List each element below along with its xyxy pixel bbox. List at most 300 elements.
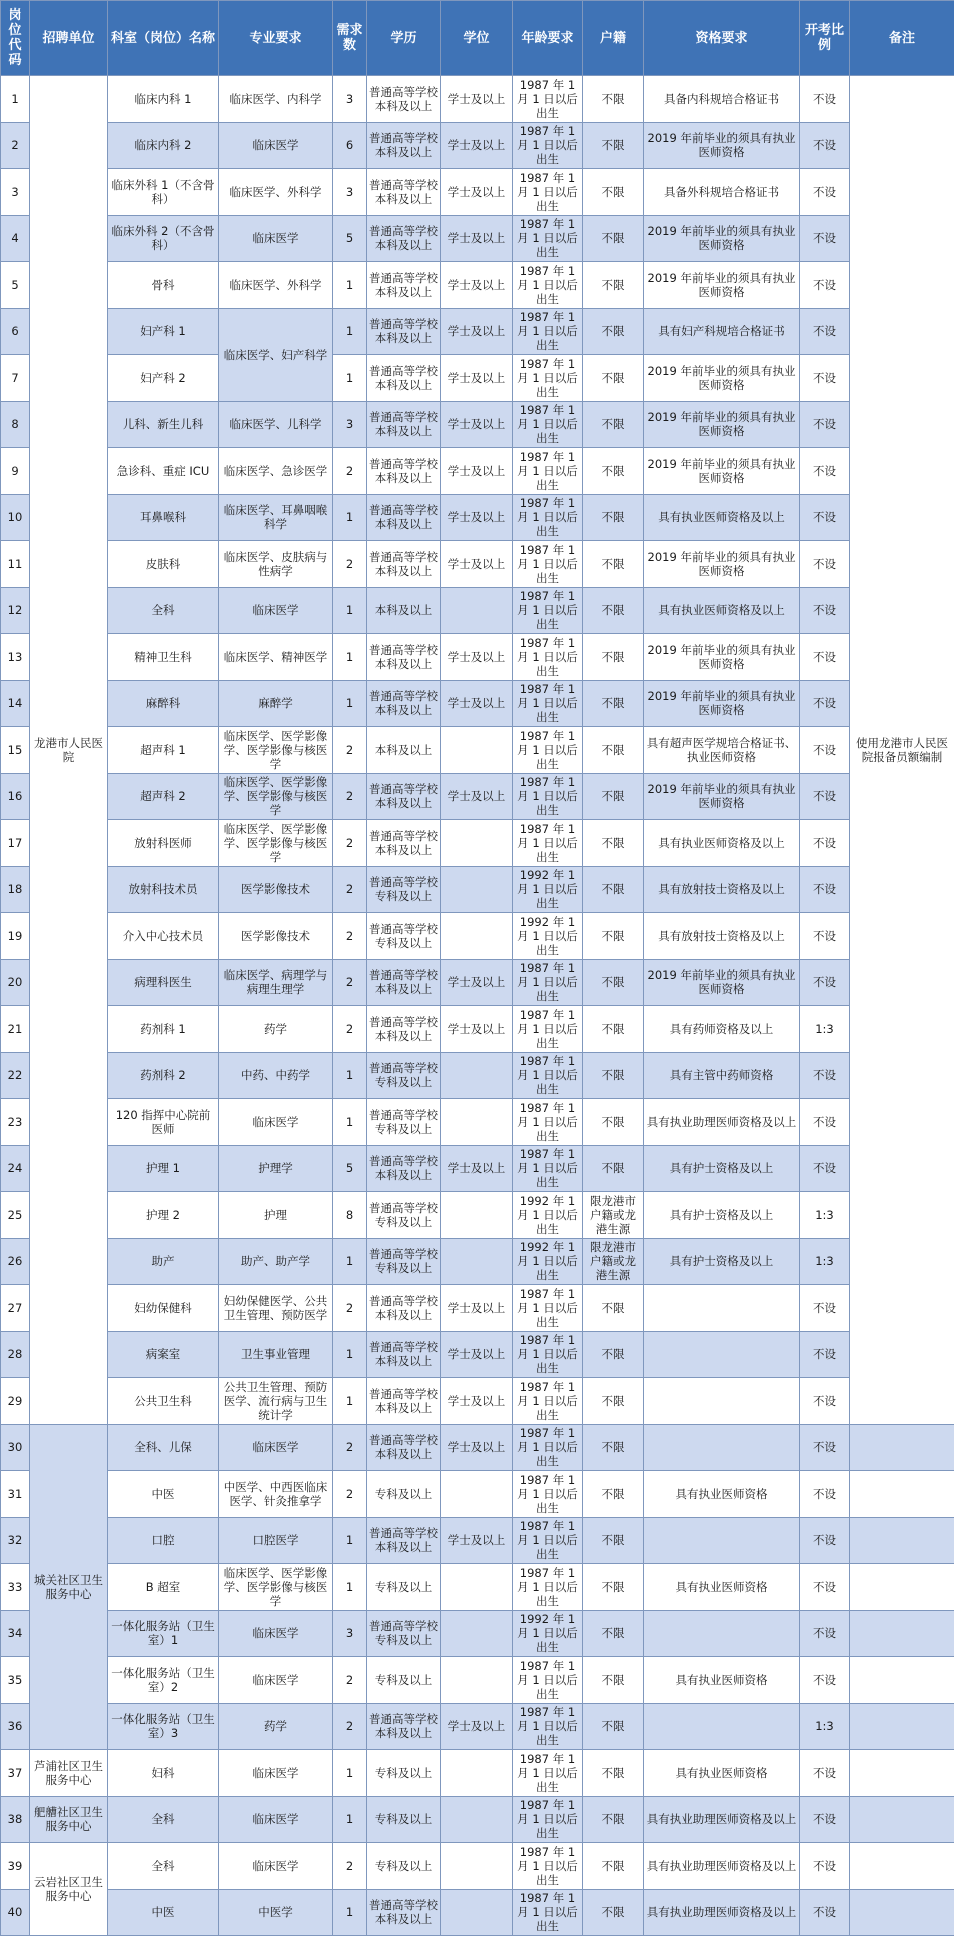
unit-cell: 芦浦社区卫生服务中心 <box>30 1750 108 1797</box>
table-body <box>1 76 954 1936</box>
degree-cell: 学士及以上 <box>441 262 513 309</box>
major-cell: 公共卫生管理、预防医学、流行病与卫生统计学 <box>219 1378 333 1425</box>
unit-cell: 云岩社区卫生服务中心 <box>30 1843 108 1936</box>
table-row <box>1 1099 954 1146</box>
ratio-cell: 不设 <box>800 634 850 681</box>
hukou-cell: 不限 <box>583 1378 644 1425</box>
qual-cell: 具有妇产科规培合格证书 <box>644 308 800 355</box>
note-cell <box>850 1843 954 1890</box>
dept-cell: 全科 <box>108 1843 219 1890</box>
major-cell: 麻醉学 <box>219 680 333 727</box>
major-cell: 医学影像技术 <box>219 913 333 960</box>
hukou-cell: 不限 <box>583 820 644 867</box>
edu-cell: 本科及以上 <box>367 587 441 634</box>
dept-cell: 放射科医师 <box>108 820 219 867</box>
major-cell: 中医学、中西医临床医学、针灸推拿学 <box>219 1471 333 1518</box>
dept-cell: 病理科医生 <box>108 959 219 1006</box>
note-cell <box>850 1889 954 1936</box>
table-row <box>1 1006 954 1053</box>
num-cell: 1 <box>333 1796 367 1843</box>
ratio-cell: 不设 <box>800 680 850 727</box>
degree-cell <box>441 1750 513 1797</box>
ratio-cell: 不设 <box>800 1471 850 1518</box>
age-cell: 1987 年 1 月 1 日以后出生 <box>513 587 583 634</box>
ratio-cell: 不设 <box>800 1052 850 1099</box>
table-row <box>1 1703 954 1750</box>
ratio-cell: 1:3 <box>800 1238 850 1285</box>
hukou-cell: 不限 <box>583 587 644 634</box>
dept-cell: 口腔 <box>108 1517 219 1564</box>
code-cell: 29 <box>1 1378 30 1425</box>
dept-cell: 介入中心技术员 <box>108 913 219 960</box>
qual-cell: 2019 年前毕业的须具有执业医师资格 <box>644 541 800 588</box>
major-cell: 临床医学 <box>219 1796 333 1843</box>
degree-cell: 学士及以上 <box>441 634 513 681</box>
major-cell: 药学 <box>219 1006 333 1053</box>
age-cell: 1987 年 1 月 1 日以后出生 <box>513 215 583 262</box>
major-cell: 临床医学 <box>219 215 333 262</box>
degree-cell: 学士及以上 <box>441 541 513 588</box>
code-cell: 22 <box>1 1052 30 1099</box>
hukou-cell: 不限 <box>583 169 644 216</box>
hukou-cell: 不限 <box>583 1657 644 1704</box>
hukou-cell: 不限 <box>583 76 644 123</box>
major-cell: 临床医学、医学影像学、医学影像与核医学 <box>219 820 333 867</box>
ratio-cell: 不设 <box>800 169 850 216</box>
num-cell: 1 <box>333 1378 367 1425</box>
note-cell <box>850 1796 954 1843</box>
degree-cell: 学士及以上 <box>441 1517 513 1564</box>
code-cell: 15 <box>1 727 30 774</box>
table-row <box>1 727 954 774</box>
table-row <box>1 76 954 123</box>
degree-cell: 学士及以上 <box>441 1331 513 1378</box>
dept-cell: 药剂科 1 <box>108 1006 219 1053</box>
num-cell: 1 <box>333 1750 367 1797</box>
code-cell: 16 <box>1 773 30 820</box>
degree-cell <box>441 1238 513 1285</box>
table-row <box>1 913 954 960</box>
table-row <box>1 1238 954 1285</box>
note-cell <box>850 1657 954 1704</box>
age-cell: 1987 年 1 月 1 日以后出生 <box>513 355 583 402</box>
num-cell: 3 <box>333 401 367 448</box>
dept-cell: 全科、儿保 <box>108 1424 219 1471</box>
edu-cell: 普通高等学校本科及以上 <box>367 262 441 309</box>
ratio-cell: 不设 <box>800 1145 850 1192</box>
qual-cell: 2019 年前毕业的须具有执业医师资格 <box>644 773 800 820</box>
hukou-cell: 不限 <box>583 1471 644 1518</box>
num-cell: 1 <box>333 1052 367 1099</box>
num-cell: 1 <box>333 262 367 309</box>
degree-cell <box>441 1657 513 1704</box>
age-cell: 1987 年 1 月 1 日以后出生 <box>513 1285 583 1332</box>
degree-cell: 学士及以上 <box>441 169 513 216</box>
ratio-cell: 不设 <box>800 1796 850 1843</box>
edu-cell: 普通高等学校本科及以上 <box>367 1145 441 1192</box>
table-row <box>1 1517 954 1564</box>
ratio-cell: 不设 <box>800 401 850 448</box>
code-cell: 13 <box>1 634 30 681</box>
age-cell: 1987 年 1 月 1 日以后出生 <box>513 1099 583 1146</box>
hukou-cell: 不限 <box>583 1703 644 1750</box>
qual-cell: 具有护士资格及以上 <box>644 1145 800 1192</box>
age-cell: 1987 年 1 月 1 日以后出生 <box>513 401 583 448</box>
qual-cell: 具有执业医师资格 <box>644 1564 800 1611</box>
num-cell: 2 <box>333 866 367 913</box>
hukou-cell: 不限 <box>583 1750 644 1797</box>
age-cell: 1987 年 1 月 1 日以后出生 <box>513 680 583 727</box>
edu-cell: 普通高等学校本科及以上 <box>367 680 441 727</box>
code-cell: 2 <box>1 122 30 169</box>
edu-cell: 专科及以上 <box>367 1564 441 1611</box>
edu-cell: 普通高等学校本科及以上 <box>367 1889 441 1936</box>
hukou-cell: 不限 <box>583 634 644 681</box>
age-cell: 1992 年 1 月 1 日以后出生 <box>513 1238 583 1285</box>
degree-cell: 学士及以上 <box>441 680 513 727</box>
table-row <box>1 308 954 355</box>
ratio-cell: 不设 <box>800 308 850 355</box>
code-cell: 34 <box>1 1610 30 1657</box>
degree-cell: 学士及以上 <box>441 1378 513 1425</box>
age-cell: 1992 年 1 月 1 日以后出生 <box>513 1610 583 1657</box>
hukou-cell: 不限 <box>583 1145 644 1192</box>
dept-cell: 临床内科 1 <box>108 76 219 123</box>
age-cell: 1987 年 1 月 1 日以后出生 <box>513 308 583 355</box>
ratio-cell: 不设 <box>800 355 850 402</box>
dept-cell: 一体化服务站（卫生室）2 <box>108 1657 219 1704</box>
degree-cell: 学士及以上 <box>441 1424 513 1471</box>
age-cell: 1987 年 1 月 1 日以后出生 <box>513 1564 583 1611</box>
age-cell: 1987 年 1 月 1 日以后出生 <box>513 169 583 216</box>
hukou-cell: 不限 <box>583 1052 644 1099</box>
num-cell: 2 <box>333 959 367 1006</box>
hukou-cell: 不限 <box>583 448 644 495</box>
qual-cell: 2019 年前毕业的须具有执业医师资格 <box>644 401 800 448</box>
dept-cell: 全科 <box>108 587 219 634</box>
header-major: 专业要求 <box>219 1 333 76</box>
num-cell: 2 <box>333 1424 367 1471</box>
num-cell: 1 <box>333 680 367 727</box>
major-cell: 卫生事业管理 <box>219 1331 333 1378</box>
degree-cell <box>441 1192 513 1239</box>
unit-cell: 龙港市人民医院 <box>30 76 108 1425</box>
code-cell: 10 <box>1 494 30 541</box>
code-cell: 20 <box>1 959 30 1006</box>
dept-cell: 妇幼保健科 <box>108 1285 219 1332</box>
dept-cell: 助产 <box>108 1238 219 1285</box>
header-unit: 招聘单位 <box>30 1 108 76</box>
dept-cell: 药剂科 2 <box>108 1052 219 1099</box>
ratio-cell: 不设 <box>800 122 850 169</box>
degree-cell: 学士及以上 <box>441 1145 513 1192</box>
qual-cell <box>644 1424 800 1471</box>
ratio-cell: 不设 <box>800 215 850 262</box>
ratio-cell: 不设 <box>800 1889 850 1936</box>
ratio-cell: 不设 <box>800 1564 850 1611</box>
dept-cell: 超声科 2 <box>108 773 219 820</box>
ratio-cell: 不设 <box>800 820 850 867</box>
major-cell: 护理 <box>219 1192 333 1239</box>
qual-cell: 具有护士资格及以上 <box>644 1238 800 1285</box>
qual-cell: 具有执业助理医师资格及以上 <box>644 1099 800 1146</box>
qual-cell <box>644 1378 800 1425</box>
edu-cell: 普通高等学校本科及以上 <box>367 773 441 820</box>
age-cell: 1987 年 1 月 1 日以后出生 <box>513 541 583 588</box>
major-cell: 临床医学 <box>219 1610 333 1657</box>
degree-cell <box>441 1889 513 1936</box>
ratio-cell: 1:3 <box>800 1006 850 1053</box>
num-cell: 2 <box>333 448 367 495</box>
table-row <box>1 1331 954 1378</box>
age-cell: 1987 年 1 月 1 日以后出生 <box>513 727 583 774</box>
num-cell: 8 <box>333 1192 367 1239</box>
age-cell: 1987 年 1 月 1 日以后出生 <box>513 1889 583 1936</box>
num-cell: 1 <box>333 1564 367 1611</box>
header-age: 年龄要求 <box>513 1 583 76</box>
code-cell: 40 <box>1 1889 30 1936</box>
hukou-cell: 不限 <box>583 913 644 960</box>
age-cell: 1992 年 1 月 1 日以后出生 <box>513 913 583 960</box>
qual-cell: 2019 年前毕业的须具有执业医师资格 <box>644 959 800 1006</box>
edu-cell: 普通高等学校本科及以上 <box>367 169 441 216</box>
hukou-cell: 不限 <box>583 1424 644 1471</box>
qual-cell <box>644 1610 800 1657</box>
num-cell: 1 <box>333 1889 367 1936</box>
code-cell: 38 <box>1 1796 30 1843</box>
age-cell: 1987 年 1 月 1 日以后出生 <box>513 494 583 541</box>
qual-cell: 具有执业医师资格 <box>644 1471 800 1518</box>
age-cell: 1987 年 1 月 1 日以后出生 <box>513 1331 583 1378</box>
num-cell: 2 <box>333 1703 367 1750</box>
dept-cell: 临床外科 1（不含骨科） <box>108 169 219 216</box>
hukou-cell: 不限 <box>583 215 644 262</box>
table-row <box>1 1378 954 1425</box>
table-row <box>1 634 954 681</box>
dept-cell: 临床外科 2（不含骨科） <box>108 215 219 262</box>
degree-cell <box>441 1564 513 1611</box>
dept-cell: 麻醉科 <box>108 680 219 727</box>
qual-cell: 具有执业医师资格 <box>644 1750 800 1797</box>
major-cell: 临床医学、医学影像学、医学影像与核医学 <box>219 727 333 774</box>
edu-cell: 普通高等学校专科及以上 <box>367 1610 441 1657</box>
edu-cell: 普通高等学校本科及以上 <box>367 1517 441 1564</box>
dept-cell: 骨科 <box>108 262 219 309</box>
dept-cell: 一体化服务站（卫生室）3 <box>108 1703 219 1750</box>
code-cell: 5 <box>1 262 30 309</box>
num-cell: 1 <box>333 494 367 541</box>
ratio-cell: 1:3 <box>800 1192 850 1239</box>
age-cell: 1987 年 1 月 1 日以后出生 <box>513 1843 583 1890</box>
edu-cell: 普通高等学校本科及以上 <box>367 541 441 588</box>
table-row <box>1 587 954 634</box>
dept-cell: 儿科、新生儿科 <box>108 401 219 448</box>
qual-cell: 2019 年前毕业的须具有执业医师资格 <box>644 215 800 262</box>
header-num: 需求数 <box>333 1 367 76</box>
note-cell <box>850 1424 954 1471</box>
ratio-cell: 不设 <box>800 913 850 960</box>
age-cell: 1987 年 1 月 1 日以后出生 <box>513 959 583 1006</box>
degree-cell <box>441 1796 513 1843</box>
ratio-cell: 不设 <box>800 1424 850 1471</box>
qual-cell: 具备外科规培合格证书 <box>644 169 800 216</box>
edu-cell: 普通高等学校本科及以上 <box>367 308 441 355</box>
qual-cell: 具有药师资格及以上 <box>644 1006 800 1053</box>
dept-cell: 病案室 <box>108 1331 219 1378</box>
edu-cell: 普通高等学校本科及以上 <box>367 820 441 867</box>
edu-cell: 普通高等学校本科及以上 <box>367 215 441 262</box>
code-cell: 32 <box>1 1517 30 1564</box>
major-cell: 临床医学 <box>219 122 333 169</box>
ratio-cell: 不设 <box>800 959 850 1006</box>
note-cell: 使用龙港市人民医院报备员额编制 <box>850 76 954 1425</box>
qual-cell: 具有执业医师资格及以上 <box>644 494 800 541</box>
degree-cell: 学士及以上 <box>441 1703 513 1750</box>
dept-cell: 妇科 <box>108 1750 219 1797</box>
edu-cell: 普通高等学校专科及以上 <box>367 1099 441 1146</box>
table-row <box>1 773 954 820</box>
dept-cell: 皮肤科 <box>108 541 219 588</box>
edu-cell: 普通高等学校本科及以上 <box>367 959 441 1006</box>
num-cell: 3 <box>333 76 367 123</box>
code-cell: 3 <box>1 169 30 216</box>
major-cell: 妇幼保健医学、公共卫生管理、预防医学 <box>219 1285 333 1332</box>
age-cell: 1987 年 1 月 1 日以后出生 <box>513 1145 583 1192</box>
hukou-cell: 不限 <box>583 1331 644 1378</box>
hukou-cell: 不限 <box>583 1517 644 1564</box>
edu-cell: 专科及以上 <box>367 1471 441 1518</box>
edu-cell: 普通高等学校本科及以上 <box>367 122 441 169</box>
dept-cell: 中医 <box>108 1471 219 1518</box>
edu-cell: 普通高等学校本科及以上 <box>367 1424 441 1471</box>
table-row <box>1 1657 954 1704</box>
code-cell: 7 <box>1 355 30 402</box>
num-cell: 2 <box>333 541 367 588</box>
degree-cell <box>441 1610 513 1657</box>
code-cell: 19 <box>1 913 30 960</box>
qual-cell: 具有执业医师资格及以上 <box>644 587 800 634</box>
age-cell: 1987 年 1 月 1 日以后出生 <box>513 1378 583 1425</box>
code-cell: 33 <box>1 1564 30 1611</box>
num-cell: 3 <box>333 1610 367 1657</box>
table-row <box>1 541 954 588</box>
age-cell: 1987 年 1 月 1 日以后出生 <box>513 773 583 820</box>
header-edu: 学历 <box>367 1 441 76</box>
code-cell: 21 <box>1 1006 30 1053</box>
header-qual: 资格要求 <box>644 1 800 76</box>
age-cell: 1987 年 1 月 1 日以后出生 <box>513 76 583 123</box>
hukou-cell: 不限 <box>583 1843 644 1890</box>
ratio-cell: 不设 <box>800 262 850 309</box>
dept-cell: 急诊科、重症 ICU <box>108 448 219 495</box>
degree-cell <box>441 913 513 960</box>
code-cell: 36 <box>1 1703 30 1750</box>
qual-cell: 具有执业助理医师资格及以上 <box>644 1889 800 1936</box>
num-cell: 1 <box>333 587 367 634</box>
degree-cell: 学士及以上 <box>441 308 513 355</box>
code-cell: 39 <box>1 1843 30 1890</box>
edu-cell: 专科及以上 <box>367 1843 441 1890</box>
edu-cell: 普通高等学校本科及以上 <box>367 494 441 541</box>
age-cell: 1987 年 1 月 1 日以后出生 <box>513 1052 583 1099</box>
code-cell: 25 <box>1 1192 30 1239</box>
hukou-cell: 不限 <box>583 1889 644 1936</box>
ratio-cell: 不设 <box>800 773 850 820</box>
table-row <box>1 448 954 495</box>
dept-cell: 护理 2 <box>108 1192 219 1239</box>
major-cell: 临床医学 <box>219 1657 333 1704</box>
edu-cell: 专科及以上 <box>367 1657 441 1704</box>
note-cell <box>850 1750 954 1797</box>
edu-cell: 专科及以上 <box>367 1750 441 1797</box>
degree-cell <box>441 727 513 774</box>
age-cell: 1987 年 1 月 1 日以后出生 <box>513 1703 583 1750</box>
hukou-cell: 不限 <box>583 262 644 309</box>
degree-cell <box>441 1471 513 1518</box>
hukou-cell: 不限 <box>583 541 644 588</box>
code-cell: 30 <box>1 1424 30 1471</box>
major-cell: 临床医学、妇产科学 <box>219 308 333 401</box>
hukou-cell: 限龙港市户籍或龙港生源 <box>583 1192 644 1239</box>
edu-cell: 普通高等学校本科及以上 <box>367 1006 441 1053</box>
dept-cell: 精神卫生科 <box>108 634 219 681</box>
dept-cell: 放射科技术员 <box>108 866 219 913</box>
qual-cell <box>644 1517 800 1564</box>
dept-cell: 中医 <box>108 1889 219 1936</box>
hukou-cell: 不限 <box>583 308 644 355</box>
qual-cell: 2019 年前毕业的须具有执业医师资格 <box>644 680 800 727</box>
age-cell: 1987 年 1 月 1 日以后出生 <box>513 262 583 309</box>
age-cell: 1987 年 1 月 1 日以后出生 <box>513 1750 583 1797</box>
edu-cell: 普通高等学校专科及以上 <box>367 1052 441 1099</box>
dept-cell: 全科 <box>108 1796 219 1843</box>
major-cell: 临床医学、耳鼻咽喉科学 <box>219 494 333 541</box>
header-dept: 科室（岗位）名称 <box>108 1 219 76</box>
table-row <box>1 355 954 402</box>
qual-cell: 具有执业医师资格 <box>644 1657 800 1704</box>
age-cell: 1987 年 1 月 1 日以后出生 <box>513 634 583 681</box>
hukou-cell: 不限 <box>583 1564 644 1611</box>
degree-cell <box>441 1052 513 1099</box>
edu-cell: 普通高等学校本科及以上 <box>367 401 441 448</box>
num-cell: 1 <box>333 1238 367 1285</box>
major-cell: 临床医学、外科学 <box>219 262 333 309</box>
num-cell: 6 <box>333 122 367 169</box>
qual-cell: 具备内科规培合格证书 <box>644 76 800 123</box>
age-cell: 1987 年 1 月 1 日以后出生 <box>513 122 583 169</box>
table-row <box>1 959 954 1006</box>
table-row <box>1 866 954 913</box>
major-cell: 中医学 <box>219 1889 333 1936</box>
ratio-cell: 不设 <box>800 587 850 634</box>
degree-cell <box>441 866 513 913</box>
table-row <box>1 1285 954 1332</box>
hukou-cell: 不限 <box>583 494 644 541</box>
hukou-cell: 不限 <box>583 727 644 774</box>
hukou-cell: 不限 <box>583 355 644 402</box>
degree-cell: 学士及以上 <box>441 355 513 402</box>
qual-cell: 具有执业助理医师资格及以上 <box>644 1843 800 1890</box>
code-cell: 9 <box>1 448 30 495</box>
table-row <box>1 1843 954 1890</box>
qual-cell <box>644 1285 800 1332</box>
qual-cell: 具有执业助理医师资格及以上 <box>644 1796 800 1843</box>
major-cell: 临床医学 <box>219 587 333 634</box>
edu-cell: 普通高等学校专科及以上 <box>367 913 441 960</box>
num-cell: 2 <box>333 1471 367 1518</box>
age-cell: 1987 年 1 月 1 日以后出生 <box>513 1796 583 1843</box>
major-cell: 临床医学、皮肤病与性病学 <box>219 541 333 588</box>
